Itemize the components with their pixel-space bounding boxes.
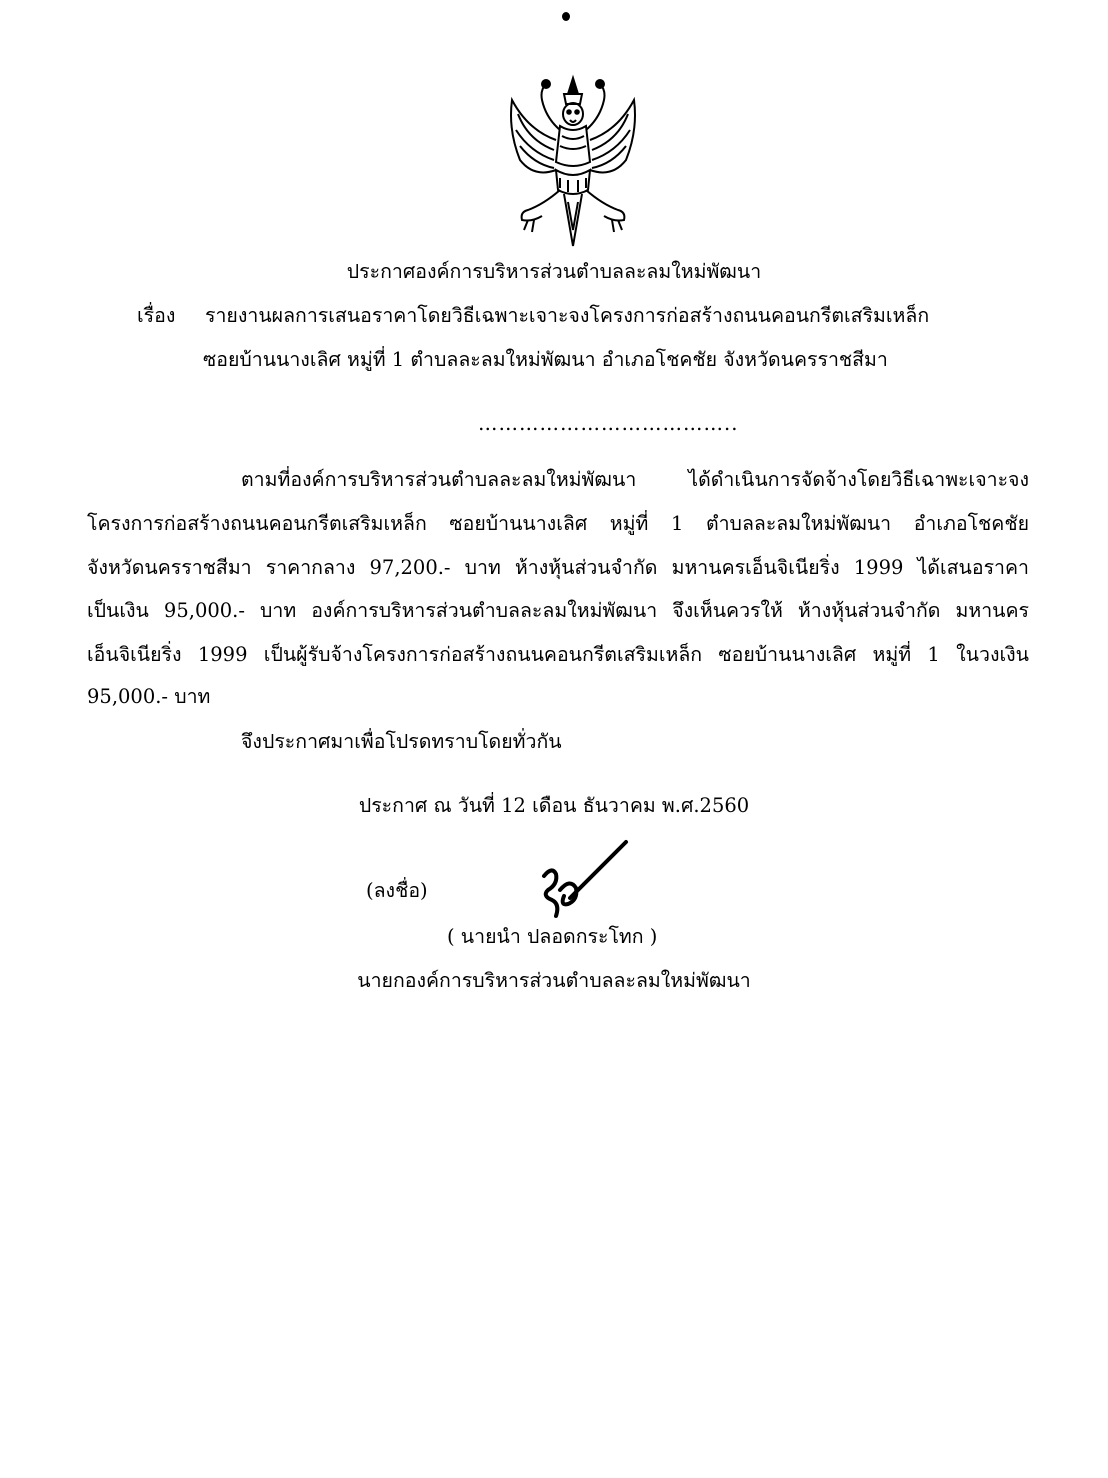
body-line-1: ตามที่องค์การบริหารส่วนตำบลละลมใหม่พัฒนา ได้ดำเนินการจัดจ้างโดยวิธีเฉาพะเจาะจง xyxy=(241,468,1029,491)
announcement-date: ประกาศ ณ วันที่ 12 เดือน ธันวาคม พ.ศ.2560 xyxy=(358,794,750,817)
subject-line-2: ซอยบ้านนางเลิศ หมู่ที่ 1 ตำบลละลมใหม่พัฒนา อำเภอโชคชัย จังหวัดนครราชสีมา xyxy=(203,348,888,371)
separator-dots: ……………………………….. xyxy=(478,412,739,435)
body-line-6: 95,000.- บาท xyxy=(87,685,211,708)
punch-mark xyxy=(562,12,570,21)
body-line-5: เอ็นจิเนียริ่ง 1999 เป็นผู้รับจ้างโครงการก่อสร้างถนนคอนกรีตเสริมเหล็ก ซอยบ้านนางเลิศ หมู่ที่ 1 ในวงเงิน xyxy=(87,643,1029,666)
signature-label: (ลงชื่อ) xyxy=(366,879,428,902)
closing-statement: จึงประกาศมาเพื่อโปรดทราบโดยทั่วกัน xyxy=(241,730,562,753)
body-line-2: โครงการก่อสร้างถนนคอนกรีตเสริมเหล็ก ซอยบ้านนางเลิศ หมู่ที่ 1 ตำบลละลมใหม่พัฒนา อำเภอโชคชัย xyxy=(87,512,1029,535)
announcement-title: ประกาศองค์การบริหารส่วนตำบลละลมใหม่พัฒนา xyxy=(346,260,762,283)
signer-name: ( นายนำ ปลอดกระโทก ) xyxy=(447,925,658,948)
garuda-emblem-icon xyxy=(498,70,648,250)
subject-label: เรื่อง xyxy=(137,304,176,327)
signer-position: นายกองค์การบริหารส่วนตำบลละลมใหม่พัฒนา xyxy=(357,969,751,992)
body-line-4: เป็นเงิน 95,000.- บาท องค์การบริหารส่วนตำบลละลมใหม่พัฒนา จึงเห็นควรให้ ห้างหุ้นส่วนจำกัด มหานคร xyxy=(87,599,1029,622)
body-line-3: จังหวัดนครราชสีมา ราคากลาง 97,200.- บาท ห้างหุ้นส่วนจำกัด มหานครเอ็นจิเนียริ่ง 1999 ได้เสนอราคา xyxy=(87,556,1029,579)
subject-line-1: รายงานผลการเสนอราคาโดยวิธีเฉพาะเจาะจงโครงการก่อสร้างถนนคอนกรีตเสริมเหล็ก xyxy=(205,304,930,327)
handwritten-signature xyxy=(530,838,640,928)
